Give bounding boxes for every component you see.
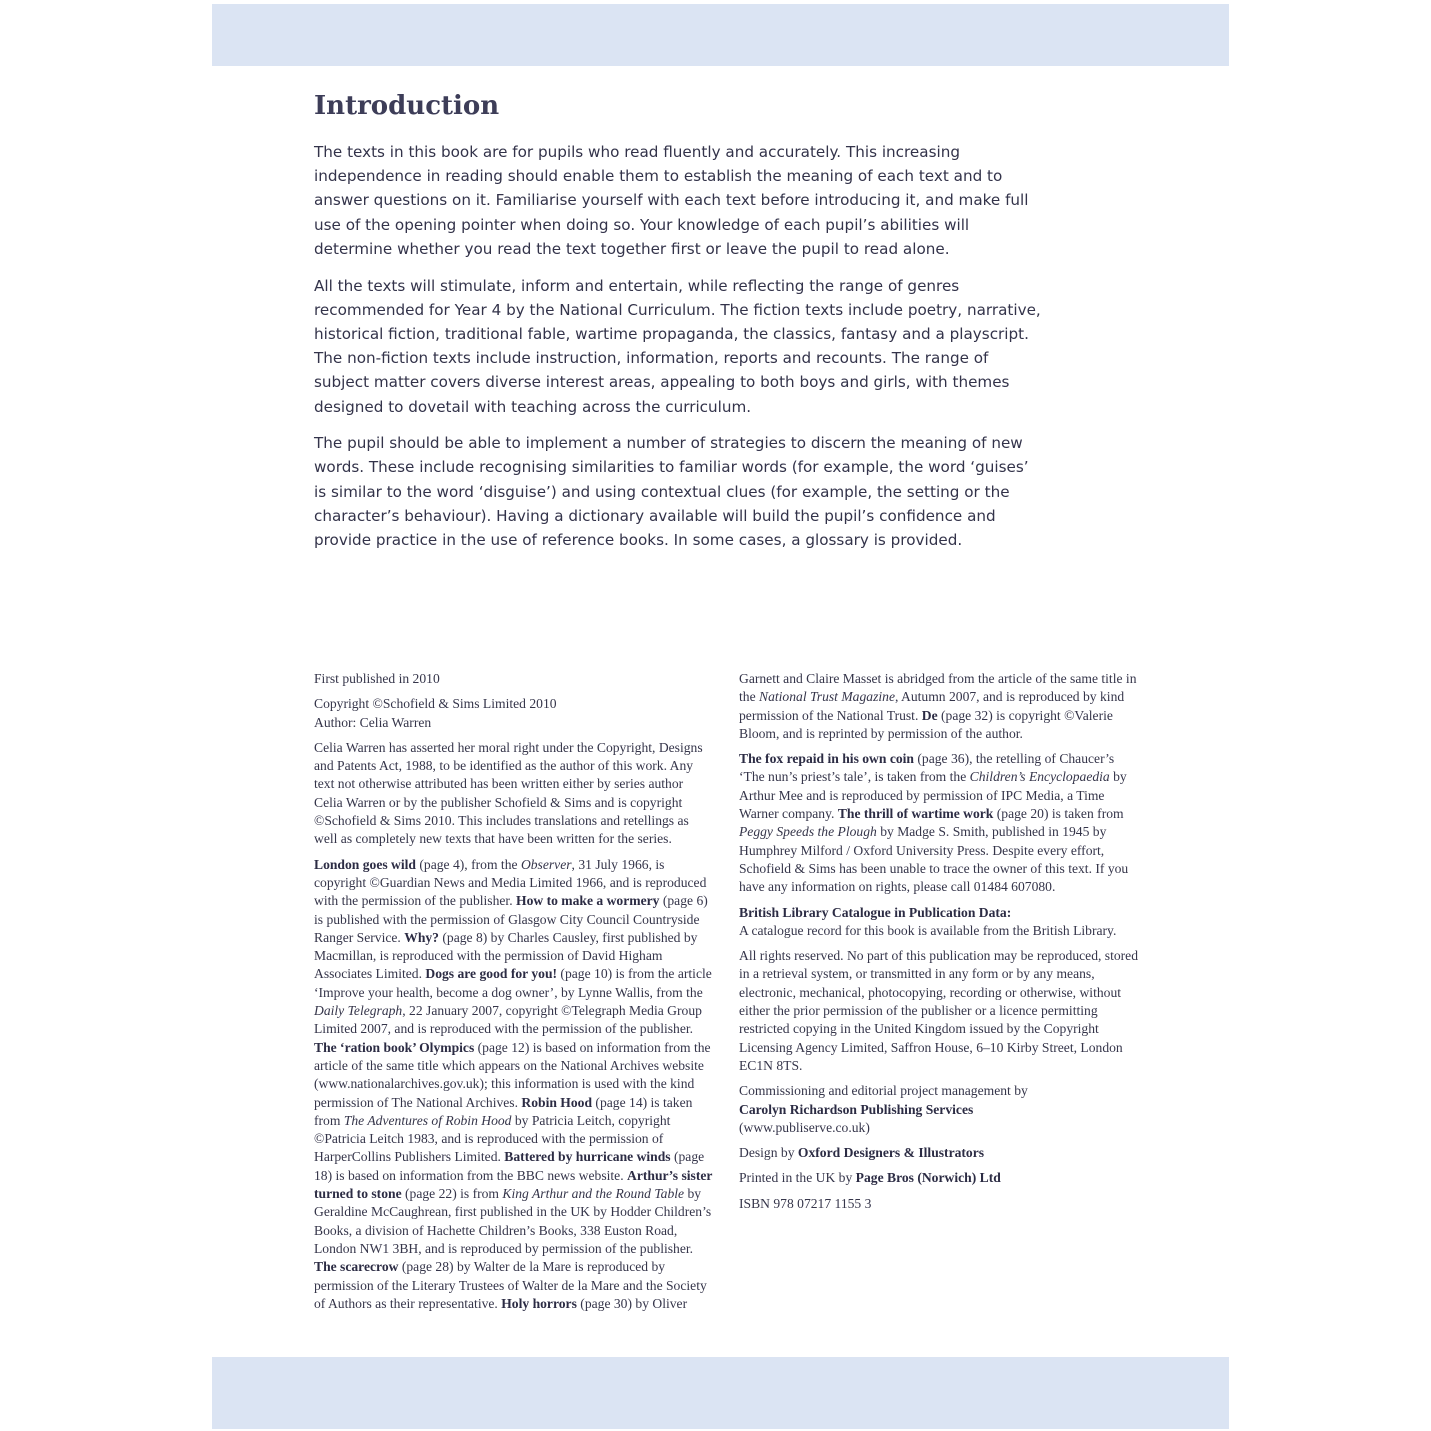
work-title: The scarecrow	[314, 1259, 399, 1275]
commissioning-url: (www.publiserve.co.uk)	[739, 1119, 870, 1135]
acknowledgements-2: The fox repaid in his own coin (page 36), the retelling of Chaucer’s ‘The nun’s priest’s tale’, is taken from the Children’s Encyclopaedia by Arthur Mee and is reproduced by permission of IPC Media, a Time Warner company. The thrill of wartime work (page 20) is taken from Peggy Speeds the Plough by Madge S. Smith, published in 1945 by Humphrey Milford / Oxford University Press. Despite every effort, Schofield & Sims has been unable to trace the owner of this text. If you have any information on rights, please call 01484 607080.	[739, 751, 1129, 895]
printed-prefix: Printed in the UK by	[739, 1170, 856, 1186]
intro-paragraph-3: The pupil should be able to implement a number of strategies to discern the meaning of new words. These include recognising similarities to familiar words (for example, the word ‘guises’ is similar to the word ‘disguise’) and using contextual clues (for example, the setting or the character’s behaviour). Having a dictionary available will build the pupil’s confidence and provide practice in the use of reference books. In some cases, a glossary is provided.	[314, 434, 1029, 550]
page-title: Introduction	[314, 91, 500, 121]
work-title: Battered by hurricane winds	[504, 1149, 671, 1165]
acknowledgements-continued: Garnett and Claire Masset is abridged from the article of the same title in the National Trust Magazine, Autumn 2007, and is reproduced by kind permission of the National Trust. De (page 32) is copyright ©Valerie Bloom, and is reprinted by permission of the author.	[739, 671, 1137, 741]
footer-band	[212, 1357, 1229, 1429]
intro-paragraph-1: The texts in this book are for pupils who read fluently and accurately. This increasing independence in reading should enable them to establish the meaning of each text and to answer questions on it. Familiarise yourself with each text before introducing it, and make full use of the opening pointer when doing so. Your knowledge of each pupil’s abilities will determine whether you read the text together first or leave the pupil to read alone.	[314, 143, 1029, 258]
source-title: Children’s Encyclopaedia	[969, 769, 1110, 785]
work-title: Why?	[404, 929, 439, 945]
source-title: National Trust Magazine	[759, 689, 895, 705]
work-title: How to make a wormery	[516, 893, 660, 909]
design-credit	[739, 1144, 1139, 1162]
commissioning-name: Carolyn Richardson Publishing Services	[739, 1101, 974, 1117]
copyright-line: Copyright ©Schofield & Sims Limited 2010	[314, 696, 557, 712]
cip-text: A catalogue record for this book is available from the British Library.	[739, 922, 1117, 938]
first-published: First published in 2010	[314, 671, 440, 686]
work-title: Arthur’s sister turned to stone	[314, 1167, 713, 1202]
work-title: Dogs are good for you!	[425, 966, 558, 982]
imprint-column-right	[739, 670, 1139, 1220]
work-title: The fox repaid in his own coin	[739, 751, 914, 767]
cip-heading: British Library Catalogue in Publication Data:	[739, 904, 1012, 920]
author-line: Author: Celia Warren	[314, 714, 432, 730]
cip-block	[739, 904, 1139, 941]
rights-statement: All rights reserved. No part of this publication may be reproduced, stored in a retrieval system, or transmitted in any form or by any means, electronic, mechanical, photocopying, recording or otherwise, without either the prior permission of the publisher or a licence permitting restricted copying in the United Kingdom issued by the Copyright Licensing Agency Limited, Saffron House, 6–10 Kirby Street, London EC1N 8TS.	[739, 948, 1139, 1073]
printer-credit	[739, 1169, 1139, 1187]
work-title: The ‘ration book’ Olympics	[314, 1039, 475, 1055]
commissioning-block	[739, 1082, 1139, 1137]
copyright-block	[314, 695, 714, 732]
moral-rights: Celia Warren has asserted her moral right under the Copyright, Designs and Patents Act, 1988, to be identified as the author of this work. Any text not otherwise attributed has been written either by series author Celia Warren or by the publisher Schofield & Sims and is copyright ©Schofield & Sims 2010. This includes translations and retellings as well as completely new texts that have been written for the series.	[314, 739, 703, 847]
commissioning-prefix: Commissioning and editorial project management by	[739, 1083, 1028, 1099]
imprint-column-left	[314, 670, 714, 1320]
source-title: The Adventures of Robin Hood	[343, 1112, 512, 1128]
header-band	[212, 4, 1229, 66]
source-title: Observer	[520, 856, 572, 872]
source-title: Peggy Speeds the Plough	[739, 824, 877, 840]
source-title: King Arthur and the Round Table	[502, 1186, 685, 1202]
isbn: ISBN 978 07217 1155 3	[739, 1195, 872, 1211]
introduction-section	[314, 86, 1044, 565]
work-title: London goes wild	[314, 856, 416, 872]
acknowledgements-text: London goes wild (page 4), from the Observer, 31 July 1966, is copyright ©Guardian News and Media Limited 1966, and is reproduced with the permission of the publisher. How to make a wormery (page 6) is published with the permission of Glasgow City Council Countryside Ranger Service. Why? (page 8) by Charles Causley, first published by Macmillan, is reproduced with the permission of David Higham Associates Limited. Dogs are good for you! (page 10) is from the article ‘Improve your health, become a dog owner’, by Lynne Wallis, from the Daily Telegraph, 22 January 2007, copyright ©Telegraph Media Group Limited 2007, and is reproduced with the permission of the publisher. The ‘ration book’ Olympics (page 12) is based on information from the article of the same title which appears on the National Archives website (www.nationalarchives.gov.uk); this information is used with the kind permission of The National Archives. Robin Hood (page 14) is taken from The Adventures of Robin Hood by Patricia Leitch, copyright ©Patricia Leitch 1983, and is reproduced with the permission of HarperCollins Publishers Limited. Battered by hurricane winds (page 18) is based on information from the BBC news website. Arthur’s sister turned to stone (page 22) is from King Arthur and the Round Table by Geraldine McCaughrean, first published in the UK by Hodder Children’s Books, a division of Hachette Children’s Books, 338 Euston Road, London NW1 3BH, and is reproduced by permission of the publisher. The scarecrow (page 28) by Walter de la Mare is reproduced by permission of the Literary Trustees of Walter de la Mare and the Society of Authors as their representative. Holy horrors (page 30) by Oliver	[314, 856, 713, 1311]
source-title: Daily Telegraph	[314, 1003, 403, 1019]
printed-name: Page Bros (Norwich) Ltd	[855, 1170, 1001, 1186]
intro-paragraph-2: All the texts will stimulate, inform and entertain, while reflecting the range of genres recommended for Year 4 by the National Curriculum. The fiction texts include poetry, narrative, historical fiction, traditional fable, wartime propaganda, the classics, fantasy and a playscript. The non-fiction texts include instruction, information, reports and recounts. The range of subject matter covers diverse interest areas, appealing to both boys and girls, with themes designed to dovetail with teaching across the curriculum.	[314, 276, 1041, 416]
design-prefix: Design by	[739, 1145, 798, 1161]
work-title: Holy horrors	[501, 1295, 577, 1311]
work-title: De	[921, 707, 938, 723]
design-name: Oxford Designers & Illustrators	[797, 1145, 985, 1161]
work-title: The thrill of wartime work	[837, 806, 994, 822]
work-title: Robin Hood	[521, 1094, 593, 1110]
